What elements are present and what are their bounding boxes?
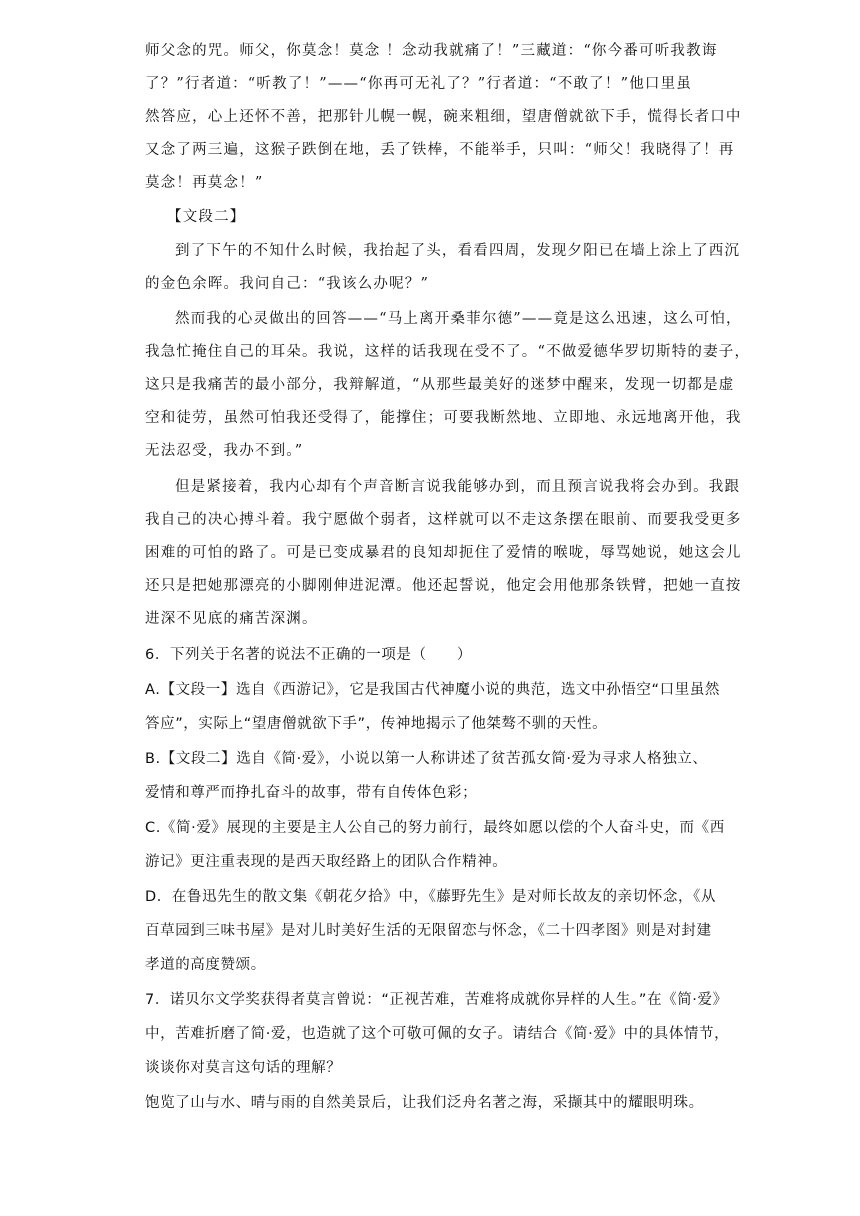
question-7-line: 谈谈你对莫言这句话的理解？ (145, 1060, 342, 1076)
question-6-option-d: 孝道的高度赞颂。 (145, 957, 266, 973)
question-7-line: 7．诺贝尔文学奖获得者莫言曾说：“正视苦难，苦难将成就你异样的人生。”在《简·爱》 (145, 992, 728, 1008)
question-6-option-a: 答应”，实际上“望唐僧就欲下手”，传神地揭示了他桀骜不驯的天性。 (145, 716, 608, 732)
passage2-p1-line: 的金色余晖。我问自己：“我该么办呢？” (145, 276, 430, 292)
question-6-option-d: D．在鲁迅先生的散文集《朝花夕拾》中，《藤野先生》是对师长故友的亲切怀念，《从 (145, 889, 717, 905)
passage1-line: 然答应，心上还怀不善，把那针儿幌一幌，碗来粗细，望唐僧就欲下手，慌得长者口中 (145, 109, 742, 125)
passage2-p3-line: 我自己的决心搏斗着。我宁愿做个弱者，这样就可以不走这条摆在眼前、而要我受更多 (145, 512, 742, 528)
passage2-p3-line: 但是紧接着，我内心却有个声音断言说我能够办到，而且预言说我将会办到。我跟 (175, 479, 741, 495)
passage1-line: 了？”行者道：“听教了！”——“你再可无礼了？”行者道：“不敢了！”他口里虽 (145, 76, 692, 92)
passage1-line: 师父念的咒。师父，你莫念！莫念 ！念动我就痛了！”三藏道：“你今番可听我教诲 (145, 43, 718, 59)
passage2-p2-line: 无法忍受，我办不到。” (145, 443, 304, 459)
passage2-p3-line: 还只是把她那漂亮的小脚刚伸进泥潭。他还起誓说，他定会用他那条铁臂，把她一直按 (145, 578, 742, 594)
question-6-option-c: 游记》更注重表现的是西天取经路上的团队合作精神。 (145, 854, 508, 870)
question-6-option-c: C.《简·爱》展现的主要是主人公自己的努力前行，最终如愿以偿的个人奋斗史，而《西 (145, 820, 725, 836)
question-6-option-a: A.【文段一】选自《西游记》，它是我国古代神魔小说的典范，选文中孙悟空“口里虽然 (145, 682, 721, 698)
question-6-option-b: 爱情和尊严而挣扎奋斗的故事，带有自传体色彩； (145, 785, 478, 801)
passage2-p1-line: 到了下午的不知什么时候，我抬起了头，看看四周，发现夕阳已在墙上涂上了西沉 (175, 243, 741, 259)
passage2-p2-line: 然而我的心灵做出的回答——“马上离开桑菲尔德”——竟是这么迅速，这么可怕， (175, 311, 742, 327)
question-6-option-d: 百草园到三味书屋》是对儿时美好生活的无限留恋与怀念，《二十四孝图》则是对封建 (145, 923, 712, 939)
closing-text: 饱览了山与水、晴与雨的自然美景后，让我们泛舟名著之海，采撷其中的耀眼明珠。 (145, 1095, 704, 1111)
passage2-p2-line: 这只是我痛苦的最小部分，我辩解道，“从那些最美好的迷梦中醒来，发现一切都是虚 (145, 377, 735, 393)
passage2-p2-line: 空和徒劳，虽然可怕我还受得了，能撑住；可要我断然地、立即地、永远地离开他，我 (145, 410, 742, 426)
passage2-p3-line: 困难的可怕的路了。可是已变成暴君的良知却扼住了爱情的喉咙，辱骂她说，她这会儿 (145, 545, 742, 561)
passage2-heading: 【文段二】 (167, 209, 246, 225)
question-6-option-b: B.【文段二】选自《简·爱》，小说以第一人称讲述了贫苦孤女简·爱为寻求人格独立、 (145, 751, 708, 767)
question-6-stem: 6．下列关于名著的说法不正确的一项是（ ） (145, 647, 472, 663)
passage1-line: 莫念！再莫念！” (145, 175, 264, 191)
passage1-line: 又念了两三遍，这猴子跌倒在地，丢了铁棒，不能举手，只叫：“师父！我晓得了！再 (145, 142, 735, 158)
passage2-p2-line: 我急忙掩住自己的耳朵。我说，这样的话我现在受不了。“不做爱德华罗切斯特的妻子， (145, 344, 751, 360)
passage2-p3-line: 进深不见底的痛苦深渊。 (145, 611, 318, 627)
question-7-line: 中，苦难折磨了简·爱，也造就了这个可敬可佩的女子。请结合《简·爱》中的具体情节， (145, 1026, 730, 1042)
